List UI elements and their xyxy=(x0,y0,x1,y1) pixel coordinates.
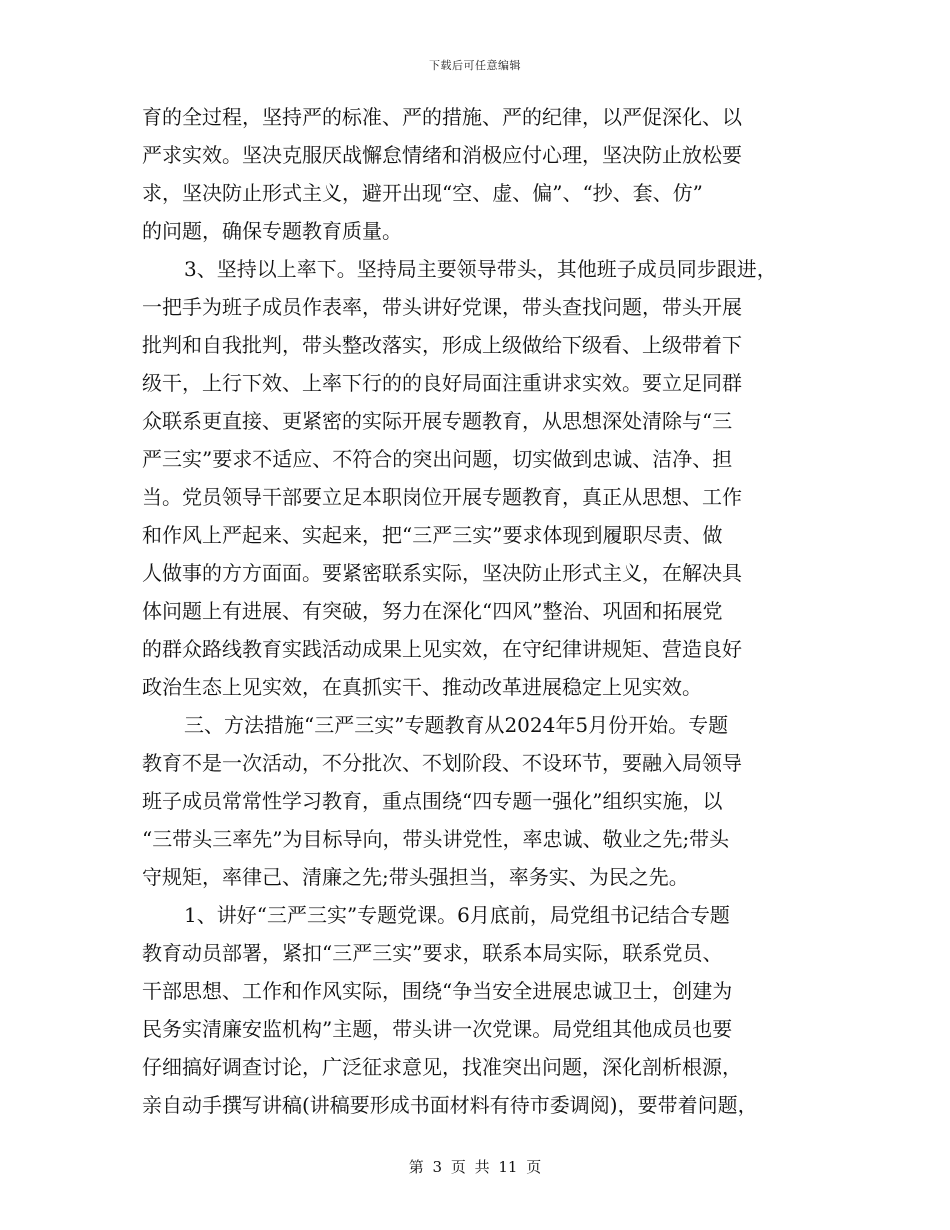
paragraph-start-line: 1、讲好“三严三实”专题党课。6月底前，局党组书记结合专题 xyxy=(184,903,730,927)
text-line: 体问题上有进展、有突破，努力在深化“四风”整治、巩固和拓展党 xyxy=(142,599,723,623)
paragraph-start-line: 三、方法措施“三严三实”专题教育从2024年5月份开始。专题 xyxy=(184,713,729,737)
text-line: 班子成员常常性学习教育，重点围绕“四专题一强化”组织实施，以 xyxy=(142,789,723,813)
text-line: 守规矩，率律己、清廉之先;带头强担当，率务实、为民之先。 xyxy=(142,865,689,889)
document-body xyxy=(142,98,814,1124)
text-line: 的群众路线教育实践活动成果上见实效，在守纪律讲规矩、营造良好 xyxy=(142,637,742,661)
text-line: 当。党员领导干部要立足本职岗位开展专题教育，真正从思想、工作 xyxy=(142,485,742,509)
text-line: 严求实效。坚决克服厌战懈怠情绪和消极应付心理，坚决防止放松要 xyxy=(142,143,742,167)
text-line: 政治生态上见实效，在真抓实干、推动改革进展稳定上见实效。 xyxy=(142,675,702,699)
paragraph-start-line: 3、坚持以上率下。坚持局主要领导带头，其他班子成员同步跟进， xyxy=(184,257,777,281)
page-number: 第 3 页 共 11 页 xyxy=(408,1158,542,1176)
text-line: 批判和自我批判，带头整改落实，形成上级做给下级看、上级带着下 xyxy=(142,333,742,357)
text-line: 严三实”要求不适应、不符合的突出问题，切实做到忠诚、洁净、担 xyxy=(142,447,733,471)
text-line: 亲自动手撰写讲稿(讲稿要形成书面材料有待市委调阅)，要带着问题， xyxy=(142,1093,758,1117)
text-line: 人做事的方方面面。要紧密联系实际，坚决防止形式主义，在解决具 xyxy=(142,561,742,585)
text-line: 育的全过程，坚持严的标准、严的措施、严的纪律，以严促深化、以 xyxy=(142,105,742,129)
text-line: 教育动员部署，紧扣“三严三实”要求，联系本局实际，联系党员、 xyxy=(142,941,723,965)
text-line: 求，坚决防止形式主义，避开出现“空、虚、偏”、“抄、套、仿” xyxy=(142,181,703,205)
text-line: 级干，上行下效、上率下行的的良好局面注重讲求实效。要立足同群 xyxy=(142,371,742,395)
header-note: 下载后可任意编辑 xyxy=(429,59,521,72)
text-line: 教育不是一次活动，不分批次、不划阶段、不设环节，要融入局领导 xyxy=(142,751,742,775)
text-line: 众联系更直接、更紧密的实际开展专题教育，从思想深处清除与“三 xyxy=(142,409,733,433)
text-line: 仔细搞好调查讨论，广泛征求意见，找准突出问题，深化剖析根源， xyxy=(142,1055,742,1079)
text-line: 和作风上严起来、实起来，把“三严三实”要求体现到履职尽责、做 xyxy=(142,523,723,547)
text-line: 干部思想、工作和作风实际，围绕“争当安全进展忠诚卫士，创建为 xyxy=(142,979,733,1003)
text-line: 一把手为班子成员作表率，带头讲好党课，带头查找问题，带头开展 xyxy=(142,295,742,319)
text-line: 民务实清廉安监机构”主题，带头讲一次党课。局党组其他成员也要 xyxy=(142,1017,733,1041)
text-line: 的问题，确保专题教育质量。 xyxy=(142,219,402,243)
text-line: “三带头三率先”为目标导向，带头讲党性，率忠诚、敬业之先;带头 xyxy=(142,827,730,851)
